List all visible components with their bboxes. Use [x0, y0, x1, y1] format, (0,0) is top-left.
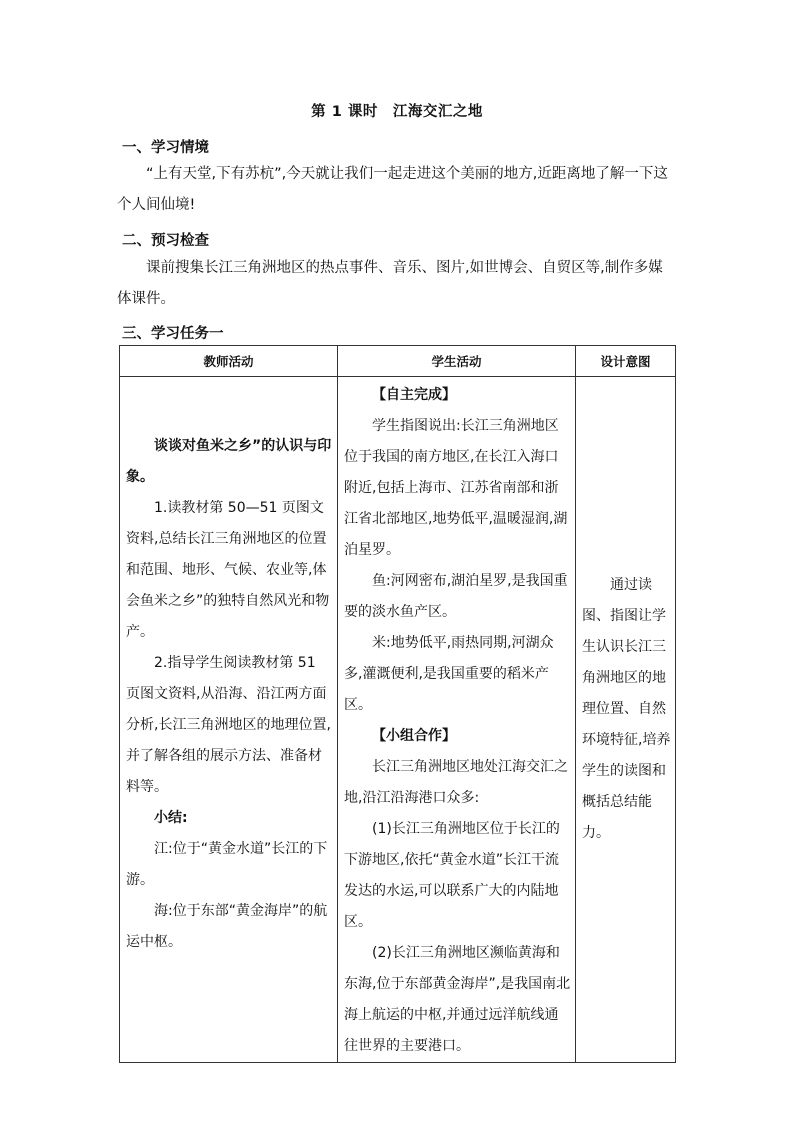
- teacher-activity-cell: [120, 377, 338, 1063]
- student-text-river: (1)长江三角洲地区位于长江的下游地区,依托“黄金水道”长江干流发达的水运,可以联系广大的内陆地区。: [344, 821, 560, 930]
- summary-hai: 海:位于东部“黄金海岸”的航运中枢。: [126, 903, 328, 950]
- section-heading-situation: 一、学习情境: [122, 140, 209, 156]
- student-activity-cell: [338, 377, 576, 1063]
- design-intent-text: 通过读图、指图让学生认识长江三角洲地区的地理位置、自然环境特征,培养学生的读图和概括总结能力。: [582, 577, 671, 841]
- student-heading-group: 【小组合作】: [372, 728, 456, 744]
- student-text-location: 学生指图说出:长江三角洲地区位于我国的南方地区,在长江入海口附近,包括上海市、江苏省南部和浙江省北部地区,地势低平,温暖湿润,湖泊星罗。: [344, 418, 568, 558]
- section-text-situation: “上有天堂,下有苏杭”,今天就让我们一起走进这个美丽的地方,近距离地了解一下这个人间仙境!: [117, 166, 668, 213]
- table-header-row: [120, 346, 676, 377]
- design-intent-cell: [576, 377, 676, 1063]
- student-text-sea: (2)长江三角洲地区濒临黄海和东海,位于东部黄金海岸”,是我国南北海上航运的中枢,并通过远洋航线通往世界的主要港口。: [344, 945, 571, 1054]
- activity-table: [119, 345, 676, 1063]
- section-heading-preview: 二、预习检查: [122, 233, 209, 249]
- summary-jiang: 江:位于“黄金水道”长江的下游。: [126, 841, 328, 888]
- table-row: [120, 377, 676, 1063]
- section-text-preview: 课前搜集长江三角洲地区的热点事件、音乐、图片,如世博会、自贸区等,制作多媒体课件。: [117, 260, 663, 307]
- student-heading-self: 【自主完成】: [372, 387, 456, 403]
- student-text-fish: 鱼:河网密布,湖泊星罗,是我国重要的淡水鱼产区。: [344, 573, 568, 620]
- header-teacher-activity: 教师活动: [120, 346, 338, 377]
- teacher-step-2: 2.指导学生阅读教材第 51 页图文资料,从沿海、沿江两方面分析,长江三角洲地区的地理位置,并了解各组的展示方法、准备材料等。: [126, 655, 331, 795]
- header-design-intent: 设计意图: [576, 346, 676, 377]
- student-text-ports: 长江三角洲地区地处江海交汇之地,沿江沿海港口众多:: [344, 759, 568, 806]
- summary-label: 小结:: [154, 810, 188, 826]
- student-text-rice: 米:地势低平,雨热同期,河湖众多,灌溉便利,是我国重要的稻米产区。: [344, 635, 554, 713]
- teacher-step-1: 1.读教材第 50—51 页图文资料,总结长江三角洲地区的位置和范围、地形、气候、农业等,体会鱼米之乡”的独特自然风光和物产。: [126, 500, 330, 640]
- teacher-intro: 谈谈对鱼米之乡”的认识与印象。: [126, 438, 332, 485]
- lesson-title: 第 1 课时 江海交汇之地: [311, 104, 483, 120]
- header-student-activity: 学生活动: [338, 346, 576, 377]
- section-heading-task1: 三、学习任务一: [122, 326, 224, 342]
